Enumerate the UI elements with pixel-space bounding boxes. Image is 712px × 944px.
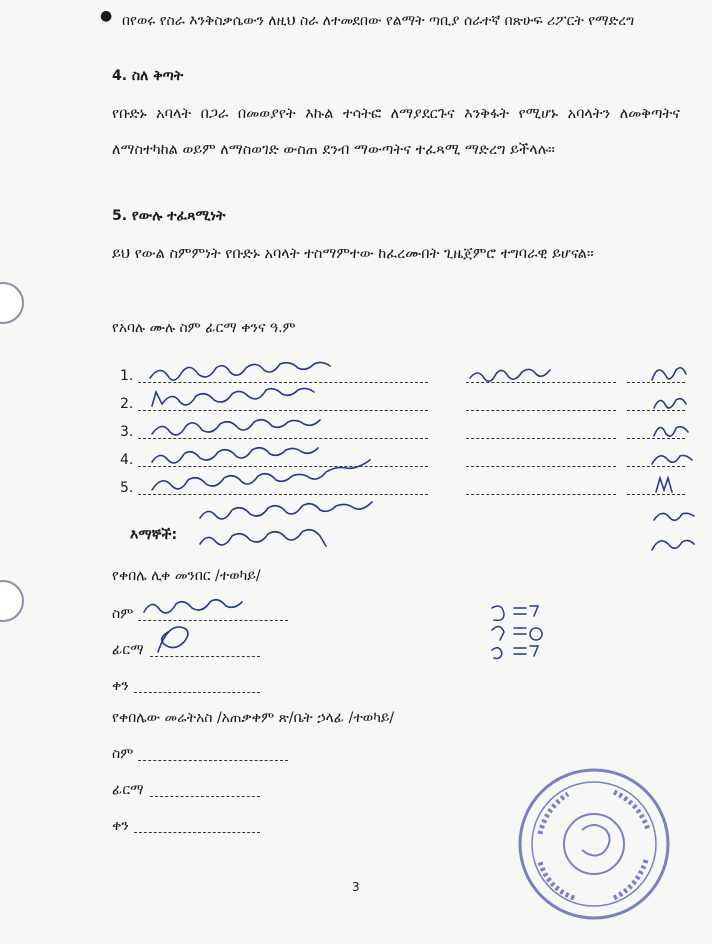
members-header: የአባሉ ሙሉ ስም ፊርማ ቀንና ዓ.ም: [112, 320, 296, 336]
bullet-text: በየወሩ የስራ እንቅስቃሴውን ለዚህ ስራ ለተመደበው የልማት ጣቢያ ሰራተኛ በጽሁፍ ሪፖርት የማድረግ: [122, 13, 635, 29]
land-office-title: የቀበሌው መሬትአስ /አጠቃቀም ጽ/ቤት ኃላፊ /ተወካይ/: [112, 710, 395, 726]
member-number: 5.: [120, 480, 134, 496]
handwriting-scribble: [200, 502, 372, 519]
member-number: 2.: [120, 396, 134, 412]
kebele-signature-handwriting: [140, 596, 280, 662]
handwriting-scribble: [144, 600, 242, 613]
kebele-chairman-title: የቀበሌ ሊቀ መንበር /ተወካይ/: [112, 568, 261, 584]
name-label: ስም: [112, 746, 134, 762]
handwriting-scribble: [654, 399, 686, 408]
handwriting-scribble: [200, 530, 326, 546]
handwriting-scribble: [652, 456, 692, 465]
handwriting-scribble: [152, 448, 318, 463]
official-stamp: [514, 764, 674, 924]
office-name-field: [112, 746, 312, 764]
bullet-dot: ●: [100, 8, 113, 24]
handwriting-scribble: [152, 460, 370, 490]
kebele-date-field: [112, 678, 312, 696]
handwriting-scribble: [492, 646, 538, 659]
signature-label: ፊርማ: [112, 642, 144, 658]
name-line: [138, 760, 288, 761]
handwritten-note: [484, 600, 554, 664]
date-line: [134, 692, 260, 693]
member-number: 3.: [120, 424, 134, 440]
handwriting-scribble: [652, 368, 686, 380]
member-number: 1.: [120, 368, 134, 384]
handwriting-scribble: [656, 478, 672, 492]
name-label: ስም: [112, 606, 134, 622]
date-label: ቀን: [112, 818, 129, 834]
handwriting-scribble: [152, 420, 320, 435]
handwriting-scribble: [158, 627, 188, 652]
office-date-field: [112, 818, 312, 836]
signature-line: [150, 796, 260, 797]
handwriting-scribble: [654, 513, 694, 520]
handwritten-entries: [140, 360, 700, 580]
section-4-body: የቡድኑ አባላት በጋራ በመወያየት እኩል ተሳትፎ ለማያደርጉና እንቅፋት የሚሆኑ አባላትን ለመቅጣትና ለማስተካከል ወይም ለማስወገድ ውስጠ ደንብ ማውጣትና ተፈጻሚ ማድረግ ይችላሉ፡፡: [112, 106, 680, 158]
handwriting-scribble: [492, 606, 538, 620]
handwriting-scribble: [152, 388, 314, 406]
page-number: 3: [352, 880, 360, 894]
member-number: 4.: [120, 452, 134, 468]
binder-hole: [0, 282, 24, 324]
office-signature-field: [112, 782, 312, 800]
binder-hole: [0, 580, 24, 622]
date-line: [134, 832, 260, 833]
handwriting-scribble: [654, 427, 688, 436]
handwriting-scribble: [150, 362, 330, 380]
date-label: ቀን: [112, 678, 129, 694]
section-5-body: ይህ የውል ስምምነት የቡድኑ አባላት ተስማምተው ከፈረሙበት ጊዜጀምሮ ተግባራዊ ይሆናል፡፡: [112, 246, 594, 262]
section-4-heading: 4. ስለ ቅጣት: [112, 68, 184, 84]
handwriting-scribble: [492, 626, 542, 640]
signature-label: ፊርማ: [112, 782, 144, 798]
handwriting-scribble: [470, 369, 550, 381]
section-5-heading: 5. የውሉ ተፈጻሚነት: [112, 208, 226, 224]
handwriting-scribble: [652, 540, 694, 550]
witnesses-label: እማኞች:: [130, 527, 178, 543]
